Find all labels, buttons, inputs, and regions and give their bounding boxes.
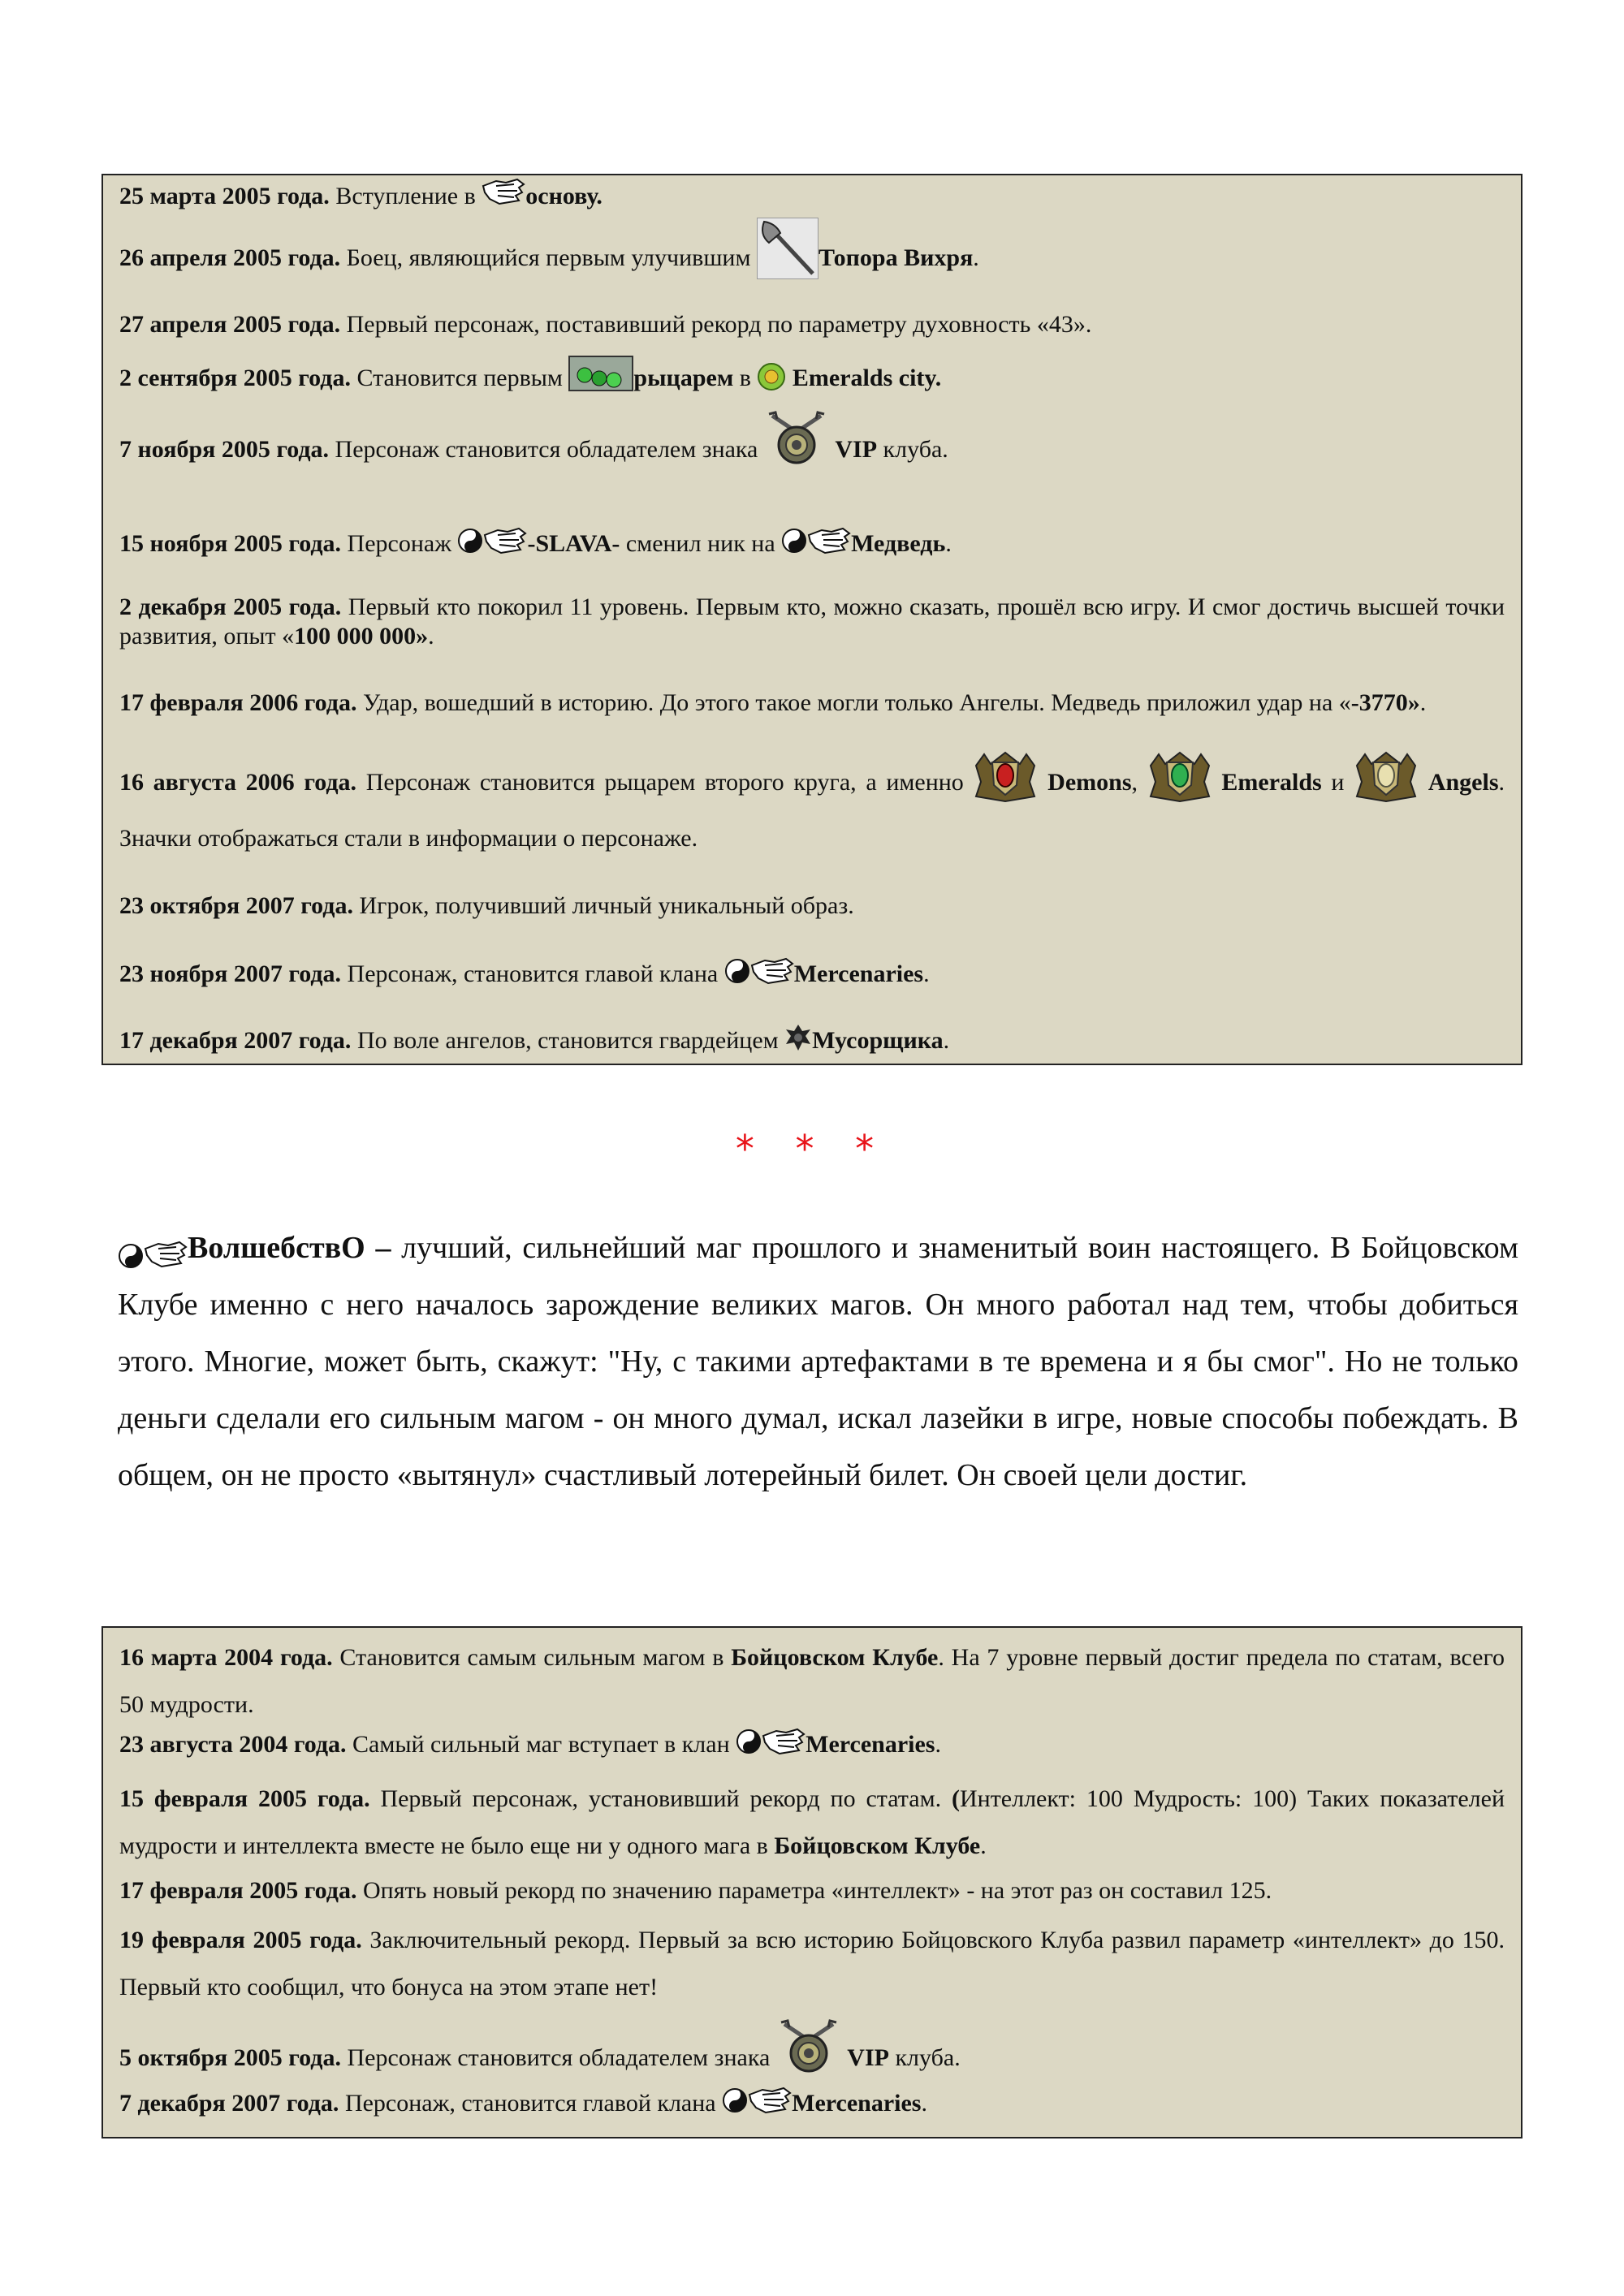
entry-date: 17 февраля 2006 года. [119, 689, 357, 716]
entry-date: 2 сентября 2005 года. [119, 364, 351, 391]
hand-icon [762, 1728, 806, 1755]
entry [119, 310, 1505, 339]
entry-text: клуба. [877, 435, 948, 463]
entry-bold: Медведь [851, 530, 946, 557]
entry-bold: Angels [1427, 769, 1499, 796]
entry-text: . [980, 1832, 987, 1859]
entry-text: Персонаж, становится главой клана [339, 2090, 723, 2117]
entry-text: и [1321, 769, 1354, 796]
entry-date: 15 февраля 2005 года. [119, 1785, 370, 1812]
entry [119, 593, 1505, 651]
entry [119, 182, 1505, 212]
entry-bold: Топора Вихря [818, 244, 974, 271]
entry-text: сменил ник на [620, 530, 782, 557]
entry-date: 16 марта 2004 года. [119, 1644, 333, 1671]
entry-bold: рыцарем [633, 364, 734, 391]
entry-date: 2 декабря 2005 года. [119, 593, 342, 620]
section-separator: * * * [735, 1127, 889, 1171]
hand-icon [807, 527, 851, 555]
yinyang-icon [736, 1728, 762, 1754]
entry-text: Персонаж [341, 530, 458, 557]
demons-crest-icon [973, 749, 1038, 803]
entry [119, 891, 1505, 921]
yinyang-icon [722, 2087, 748, 2113]
entry-date: 19 февраля 2005 года. [119, 1927, 362, 1953]
entry-text: Самый сильный маг вступает в клан [346, 1731, 736, 1758]
hand-icon [483, 527, 527, 555]
entry-text: Игрок, получивший личный уникальный образ. [352, 892, 854, 919]
yinyang-icon [781, 528, 807, 554]
entry-bold: -3770» [1350, 689, 1420, 716]
entry-bold: Mercenaries [792, 2090, 922, 2117]
entry-date: 5 октября 2005 года. [119, 2044, 341, 2071]
entry-text: . [428, 623, 434, 650]
entry [119, 422, 1505, 481]
entry-text: Первый персонаж, поставивший рекорд по параметру духовность «43». [340, 311, 1092, 338]
entry [119, 1917, 1505, 2011]
entry [119, 1026, 1505, 1057]
entry-text: Опять новый рекорд по значению параметра «интеллект» - на этот раз он составил 125. [356, 1877, 1272, 1904]
entry [119, 1634, 1505, 1728]
entry-date: 17 февраля 2005 года. [119, 1877, 357, 1904]
entry-date: 26 апреля 2005 года. [119, 244, 341, 271]
entry-text: По воле ангелов, становится гвардейцем [351, 1027, 785, 1054]
character-name: ВолшебствО [188, 1231, 365, 1265]
entry-bold: Мусорщика [812, 1027, 944, 1054]
entry-bold: Emeralds [1221, 769, 1322, 796]
entry-date: 7 ноября 2005 года. [119, 435, 330, 463]
entry-text: Первый персонаж, установивший рекорд по статам. [369, 1785, 952, 1812]
entry-date: 23 августа 2004 года. [119, 1731, 347, 1758]
entry-bold: Бойцовском Клубе [774, 1832, 981, 1859]
entry-bold: 100 000 000» [294, 623, 429, 650]
entry-bold: Emeralds city. [792, 364, 942, 391]
entry-text: в [733, 364, 758, 391]
entry-date: 23 октября 2007 года. [119, 892, 353, 919]
entry-date: 27 апреля 2005 года. [119, 311, 341, 338]
entry-text: Становится первым [350, 364, 569, 391]
entry-text: . [1419, 689, 1427, 716]
entry-text: клуба. [888, 2044, 961, 2071]
entry-text: . [921, 2090, 927, 2117]
entry-text: Вступление в [329, 183, 482, 209]
achievements-box-volshebstvo [102, 1626, 1522, 2138]
hand-icon [482, 178, 525, 205]
hand-icon [748, 2087, 792, 2114]
entry-bold: Mercenaries [793, 960, 924, 987]
vip-badge-icon [764, 411, 829, 469]
entry [119, 960, 1505, 990]
emeralds-crest-icon [1147, 749, 1212, 803]
entry-text: Боец, являющийся первым улучившим [340, 244, 757, 271]
entry-bold: VIP [847, 2044, 889, 2071]
entry-bold: ( [951, 1785, 960, 1812]
entry-date: 23 ноября 2007 года. [119, 960, 342, 987]
entry [119, 362, 1505, 398]
entry-text: Персонаж становится обладателем знака [329, 435, 764, 463]
entry-text: . На 7 уровне первый достиг предела по статам, всего 50 мудрости. [119, 1644, 1505, 1718]
description-text: лучший, сильнейший маг прошлого и знаменитый воин настоящего. В Бойцовском Клубе именно с него началось зарождение великих магов. Он много работал над тем, чтобы добиться этого. Многие, может быть, скажут: "Ну, с такими артефактами в те времена и я бы смог". Но не только деньги сделали его сильным магом - он много думал, искал лазейки в игре, новые способы побеждать. В общем, он не просто «вытянул» счастливый лотерейный билет. Он своей цели достиг. [118, 1231, 1518, 1492]
entry-text: , [1131, 769, 1147, 796]
entry [119, 1776, 1505, 1870]
entry-text: Первый кто покорил 11 уровень. Первым кто, можно сказать, прошёл всю игру. И смог достичь высшей точки развития, опыт « [119, 593, 1505, 650]
entry-bold: -SLAVA- [527, 530, 620, 557]
entry-text: . [945, 530, 952, 557]
yinyang-icon [118, 1231, 144, 1257]
hand-icon [750, 957, 794, 985]
entry [119, 1730, 1505, 1760]
entry-bold: Mercenaries [806, 1731, 935, 1758]
dash: – [365, 1231, 402, 1265]
entry-bold: Бойцовском Клубе [731, 1644, 939, 1671]
entry-text: . [973, 244, 979, 271]
entry-text: Заключительный рекорд. Первый за всю историю Бойцовского Клуба развил параметр «интеллект» до 150. Первый кто сообщил, что бонуса на этом этапе нет! [119, 1927, 1505, 2000]
axe-icon [757, 218, 818, 279]
entry-date: 17 декабря 2007 года. [119, 1027, 352, 1054]
entry [119, 529, 1505, 559]
entry-text: . Значки отображаться стали в информации о персонаже. [119, 769, 1505, 852]
entry-text: Удар, вошедший в историю. До этого такое могли только Ангелы. Медведь приложил удар на « [356, 689, 1351, 716]
entry [119, 2089, 1505, 2119]
entry-text: . [943, 1027, 950, 1054]
entry-text: Интеллект: 100 Мудрость: 100) Таких показателей мудрости и интеллекта вместе не было еще ни у одного мага в [119, 1785, 1505, 1859]
entry [119, 688, 1505, 718]
entry-text: Становится самым сильным магом в [332, 1644, 732, 1671]
character-description [118, 1219, 1518, 1504]
entry [119, 2031, 1505, 2089]
entry-bold: основу. [525, 183, 603, 209]
entry-bold: VIP [835, 435, 878, 463]
yinyang-icon [724, 958, 750, 984]
entry-text: Персонаж становится обладателем знака [340, 2044, 776, 2071]
hand-icon [144, 1230, 188, 1258]
entry-text: . [923, 960, 930, 987]
emeralds-city-icon [757, 362, 786, 391]
entry-bold: Demons [1047, 769, 1132, 796]
achievements-box-medved [102, 174, 1522, 1065]
angels-crest-icon [1354, 749, 1419, 803]
entry-text: . [935, 1731, 941, 1758]
yinyang-icon [457, 528, 483, 554]
entry-date: 7 декабря 2007 года. [119, 2090, 339, 2117]
entry-date: 15 ноября 2005 года. [119, 530, 342, 557]
entry-date: 16 августа 2006 года. [119, 769, 357, 796]
entry [119, 755, 1505, 866]
vip-badge-icon [776, 2019, 841, 2078]
entry [119, 1876, 1505, 1905]
entry-text: Персонаж становится рыцарем второго круга, а именно [356, 769, 974, 796]
scavenger-icon [784, 1023, 812, 1052]
entry-text: Персонаж, становится главой клана [341, 960, 724, 987]
entry [119, 229, 1505, 291]
entry-date: 25 марта 2005 года. [119, 183, 330, 209]
knight-badge-icon [568, 356, 633, 391]
